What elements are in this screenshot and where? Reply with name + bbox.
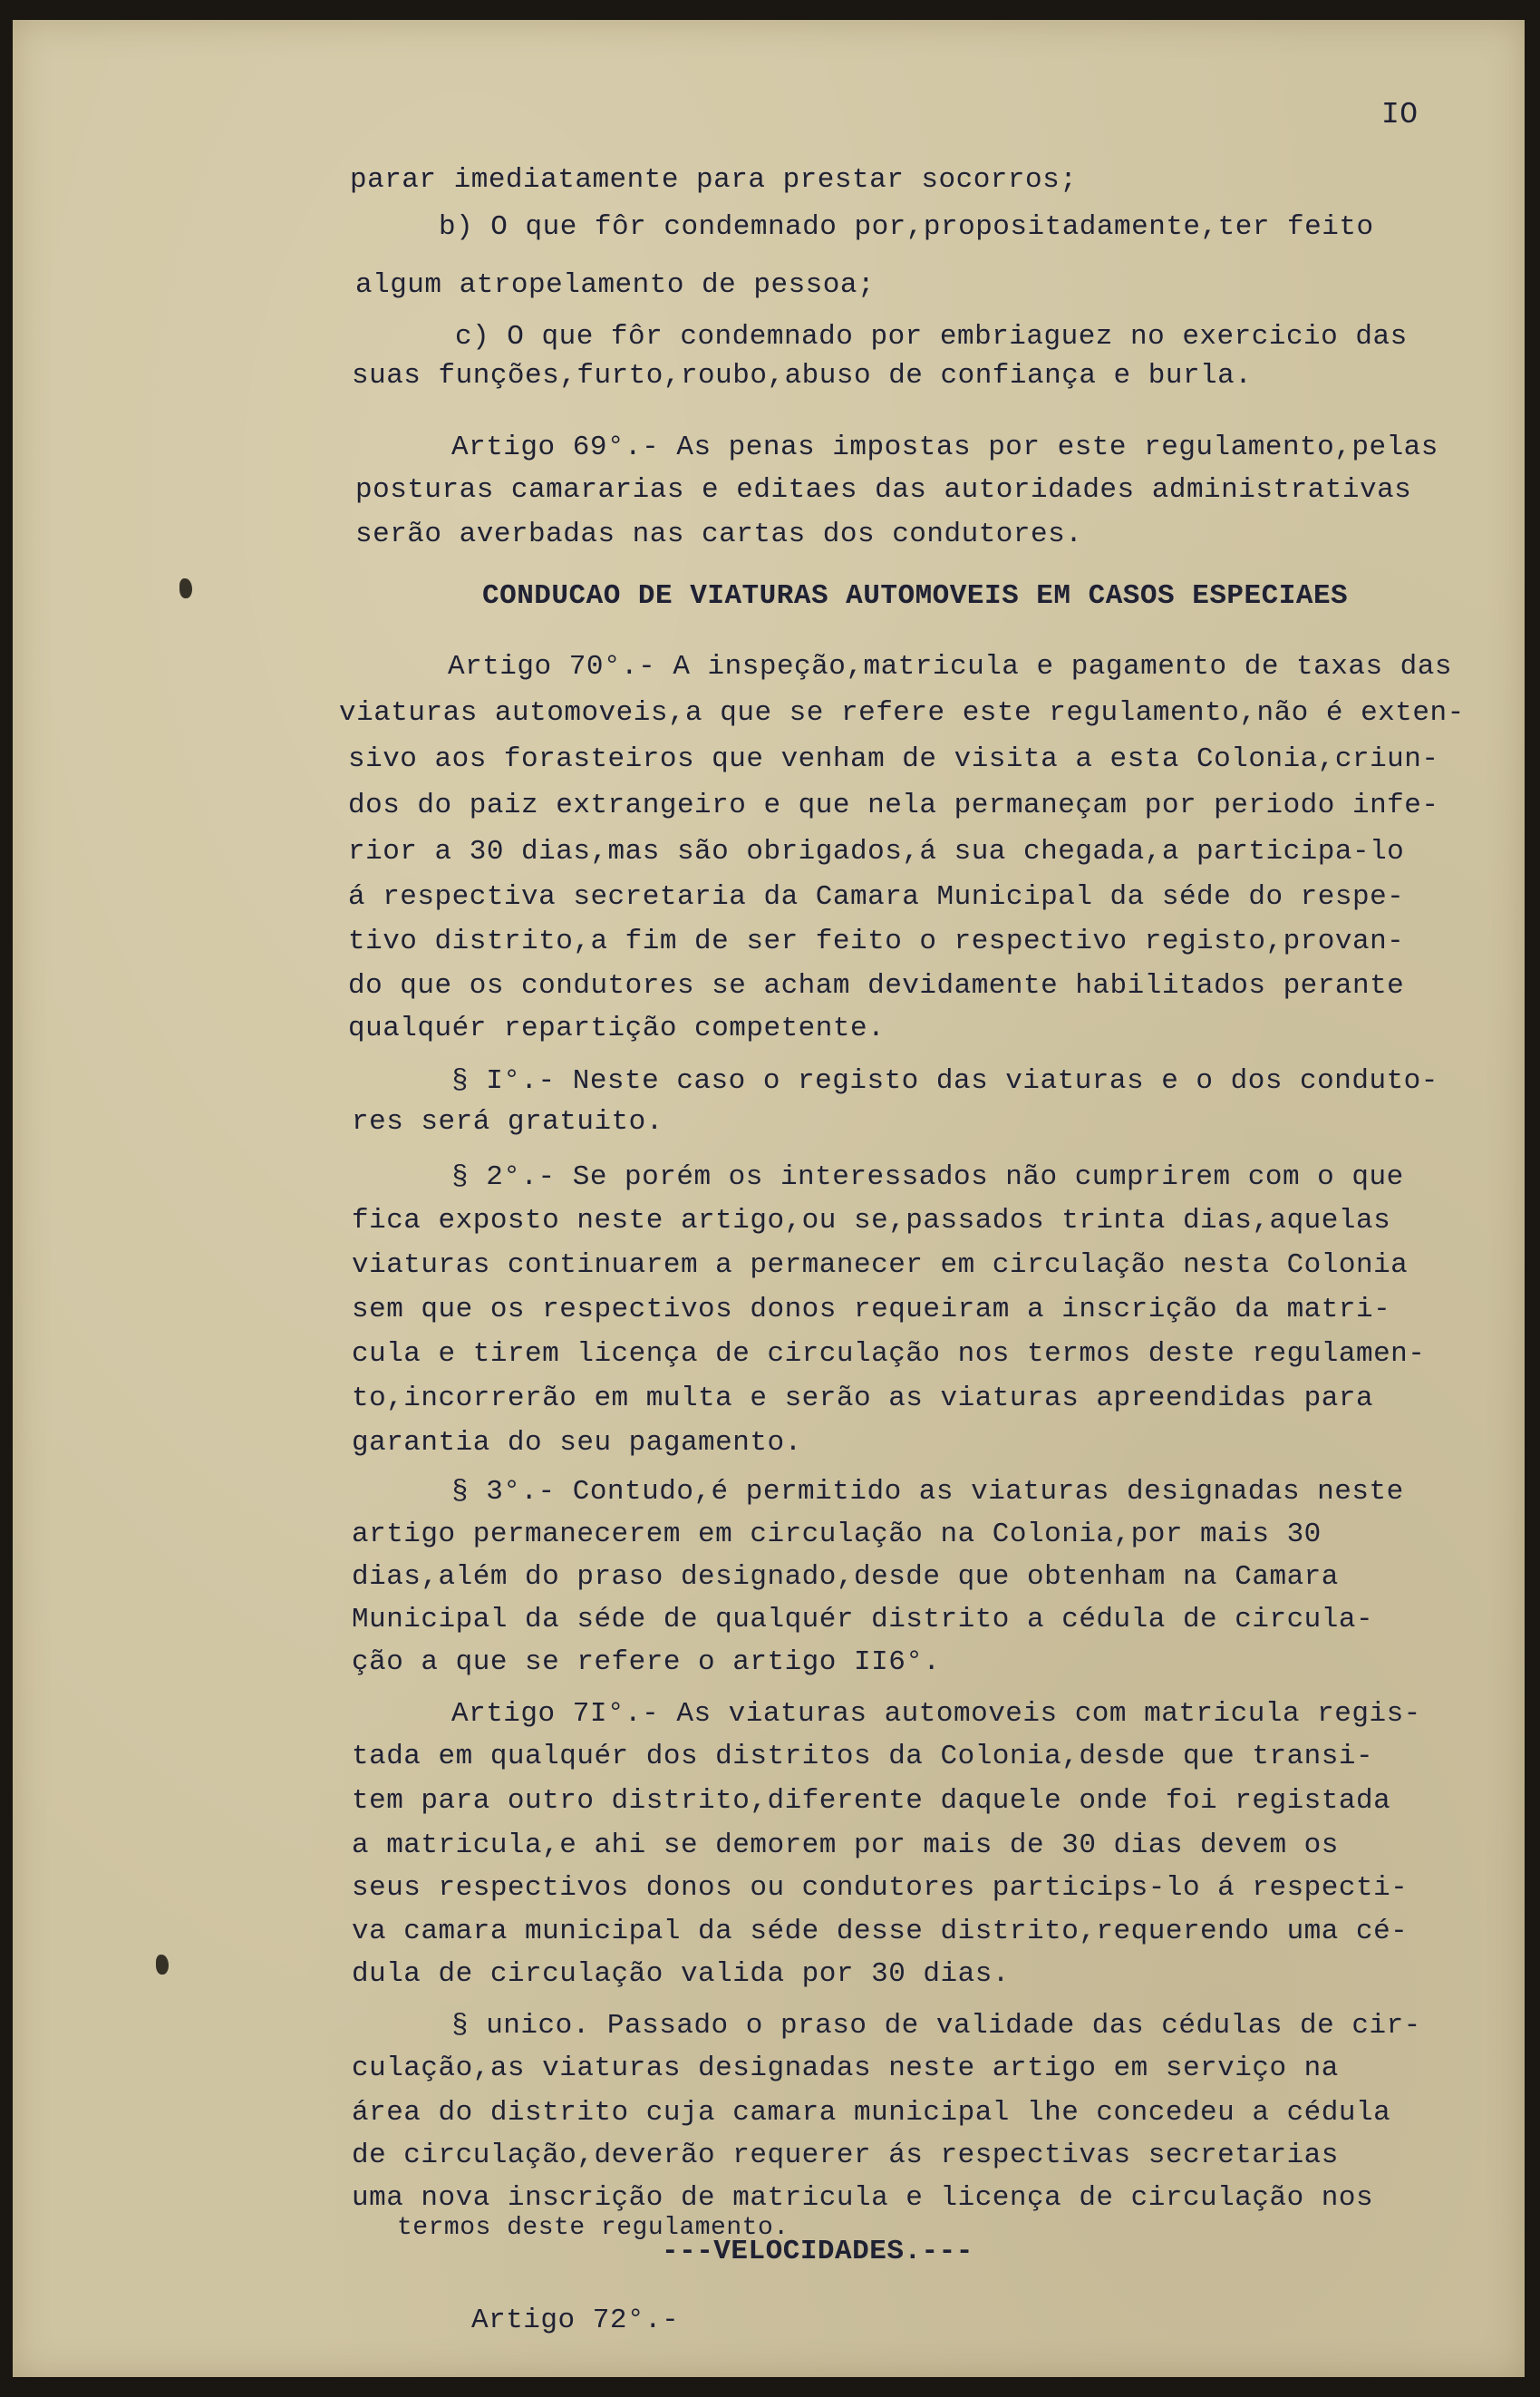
text-line: § unico. Passado o praso de validade das cédulas de cir- <box>451 2009 1421 2042</box>
text-line: res será gratuito. <box>352 1106 663 1139</box>
text-line: do que os condutores se acham devidamente habilitados perante <box>348 970 1405 1003</box>
text-line: cula e tirem licença de circulação nos termos deste regulamen- <box>352 1338 1426 1371</box>
text-line: serão averbadas nas cartas dos condutores. <box>355 518 1083 550</box>
text-line: a matricula,e ahi se demorem por mais de 30 dias devem os <box>352 1829 1339 1861</box>
text-line: tivo distrito,a fim de ser feito o respectivo registo,provan- <box>348 926 1405 958</box>
text-line: § 3°.- Contudo,é permitido as viaturas designadas neste <box>451 1476 1404 1509</box>
text-line: algum atropelamento de pessoa; <box>355 269 876 302</box>
text-line: área do distrito cuja camara municipal lhe concedeu a cédula <box>352 2096 1391 2129</box>
section-heading: ---VELOCIDADES.--- <box>662 2236 973 2267</box>
page-number: IO <box>1381 98 1419 131</box>
text-line: Artigo 69°.- As penas impostas por este regulamento,pelas <box>451 431 1438 463</box>
text-line: sivo aos forasteiros que venham de visita a esta Colonia,criun- <box>348 743 1439 775</box>
text-line: termos deste regulamento. <box>397 2214 789 2243</box>
text-line: ção a que se refere o artigo II6°. <box>352 1646 941 1679</box>
text-line: artigo permanecerem em circulação na Colonia,por mais 30 <box>352 1519 1322 1551</box>
text-line: fica exposto neste artigo,ou se,passados trinta dias,aquelas <box>352 1205 1391 1237</box>
text-line: suas funções,furto,roubo,abuso de confiança e burla. <box>352 360 1253 392</box>
text-line: á respectiva secretaria da Camara Municipal da séde do respe- <box>348 881 1405 914</box>
document-text <box>13 20 1525 2377</box>
text-line: dula de circulação valida por 30 dias. <box>352 1958 1010 1991</box>
text-line: de circulação,deverão requerer ás respectivas secretarias <box>352 2139 1339 2171</box>
document-page <box>13 20 1525 2377</box>
punch-hole-mark <box>179 578 192 598</box>
text-line: Municipal da séde de qualquér distrito a cédula de circula- <box>352 1604 1374 1636</box>
text-line: Artigo 72°.- <box>471 2305 680 2336</box>
punch-hole-mark <box>156 1955 169 1975</box>
text-line: va camara municipal da séde desse distrito,requerendo uma cé- <box>352 1916 1409 1948</box>
text-line: dias,além do praso designado,desde que obtenham na Camara <box>352 1561 1339 1594</box>
text-line: viaturas continuarem a permanecer em circulação nesta Colonia <box>352 1249 1409 1282</box>
text-line: parar imediatamente para prestar socorros; <box>350 163 1078 196</box>
text-line: seus respectivos donos ou condutores particips-lo á respecti- <box>352 1871 1409 1904</box>
text-line: sem que os respectivos donos requeiram a inscrição da matri- <box>352 1294 1391 1326</box>
text-line: tada em qualquér dos distritos da Colonia,desde que transi- <box>352 1740 1374 1772</box>
text-line: b) O que fôr condemnado por,propositadamente,ter feito <box>439 211 1374 244</box>
text-line: posturas camararias e editaes das autoridades administrativas <box>355 473 1412 506</box>
text-line: garantia do seu pagamento. <box>352 1426 802 1459</box>
text-line: viaturas automoveis,a que se refere este regulamento,não é exten- <box>339 697 1465 730</box>
text-line: c) O que fôr condemnado por embriaguez no exercicio das <box>455 320 1408 353</box>
text-line: culação,as viaturas designadas neste artigo em serviço na <box>352 2052 1339 2084</box>
text-line: to,incorrerão em multa e serão as viaturas apreendidas para <box>352 1383 1374 1414</box>
text-line: dos do paiz extrangeiro e que nela permaneçam por periodo infe- <box>348 789 1439 821</box>
text-line: uma nova inscrição de matricula e licença de circulação nos <box>352 2181 1374 2214</box>
text-line: qualquér repartição competente. <box>348 1013 886 1045</box>
text-line: § 2°.- Se porém os interessados não cumprirem com o que <box>451 1160 1404 1193</box>
text-line: § I°.- Neste caso o registo das viaturas e o dos conduto- <box>451 1065 1438 1098</box>
text-line: tem para outro distrito,diferente daquele onde foi registada <box>352 1784 1391 1817</box>
text-line: Artigo 7I°.- As viaturas automoveis com matricula regis- <box>451 1697 1421 1730</box>
text-line: Artigo 70°.- A inspeção,matricula e pagamento de taxas das <box>448 651 1452 684</box>
text-line: rior a 30 dias,mas são obrigados,á sua chegada,a participa-lo <box>348 835 1405 868</box>
section-heading: CONDUCAO DE VIATURAS AUTOMOVEIS EM CASOS ESPECIAES <box>482 579 1349 612</box>
